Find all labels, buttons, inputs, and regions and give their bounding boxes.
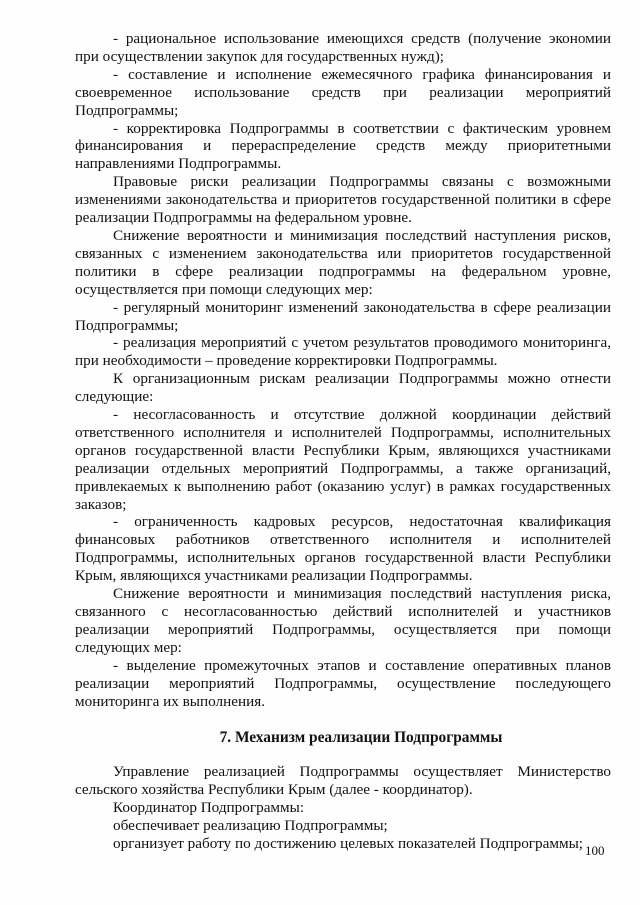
paragraph-organizational-risks: К организационным рискам реализации Подпрограммы можно отнести следующие:: [75, 370, 611, 406]
paragraph-management: Управление реализацией Подпрограммы осуществляет Министерство сельского хозяйства Республики Крым (далее - координатор).: [75, 763, 611, 799]
paragraph-measure-schedule: - составление и исполнение ежемесячного графика финансирования и своевременное использование средств при реализации мероприятий Подпрограммы;: [75, 65, 611, 119]
paragraph-risk-staffing: - ограниченность кадровых ресурсов, недостаточная квалификация финансовых работников ответственного исполнителя и исполнителей Подпрограммы, исполнительных органов государственной власти Республики Крым, являющихся участниками реализации Подпрограммы.: [75, 513, 611, 585]
paragraph-measure-savings: - рациональное использование имеющихся средств (получение экономии при осуществлении закупок для государственных нужд);: [75, 30, 611, 65]
page-content: [75, 30, 611, 853]
section-heading: 7. Механизм реализации Подпрограммы: [219, 729, 503, 747]
paragraph-risk-coordination: - несогласованность и отсутствие должной координации действий ответственного исполнителя и исполнителей Подпрограммы, исполнительных органов государственной власти Республики Крым, являющихся участниками реализации отдельных мероприятий Подпрограммы, а также организаций, привлекаемых к выполнению работ (оказанию услуг) в рамках государственных заказов;: [75, 406, 611, 513]
paragraph-legal-risk-mitigation: Снижение вероятности и минимизация последствий наступления рисков, связанных с изменением законодательства или приоритетов государственной политики в сфере реализации подпрограммы на федеральном уровне, осуществляется при помощи следующих мер:: [75, 226, 611, 298]
paragraph-measure-adjustment: - реализация мероприятий с учетом результатов проводимого мониторинга, при необходимости – проведение корректировки Подпрограммы.: [75, 334, 611, 370]
paragraph-measure-monitoring: - регулярный мониторинг изменений законодательства в сфере реализации Подпрограммы;: [75, 298, 611, 334]
page-number: 100: [585, 843, 605, 858]
paragraph-coordinator-duty-1: обеспечивает реализацию Подпрограммы;: [113, 817, 388, 835]
paragraph-legal-risks: Правовые риски реализации Подпрограммы связаны с возможными изменениями законодательства и приоритетов государственной политики в сфере реализации Подпрограммы на федеральном уровне.: [75, 173, 611, 227]
paragraph-coordinator-label: Координатор Подпрограммы:: [113, 799, 305, 817]
paragraph-measure-correction: - корректировка Подпрограммы в соответствии с фактическим уровнем финансирования и перераспределение средств между приоритетными направлениями Подпрограммы.: [75, 119, 611, 173]
paragraph-coordinator-duty-2: организует работу по достижению целевых показателей Подпрограммы;: [113, 834, 584, 852]
paragraph-measure-stages: - выделение промежуточных этапов и составление оперативных планов реализации мероприятий Подпрограммы, осуществление последующего мониторинга их выполнения.: [75, 656, 611, 710]
paragraph-organizational-risk-mitigation: Снижение вероятности и минимизация последствий наступления риска, связанного с несогласованностью действий исполнителей и участников реализации мероприятий Подпрограммы, осуществляется при помощи следующих мер:: [75, 585, 611, 656]
